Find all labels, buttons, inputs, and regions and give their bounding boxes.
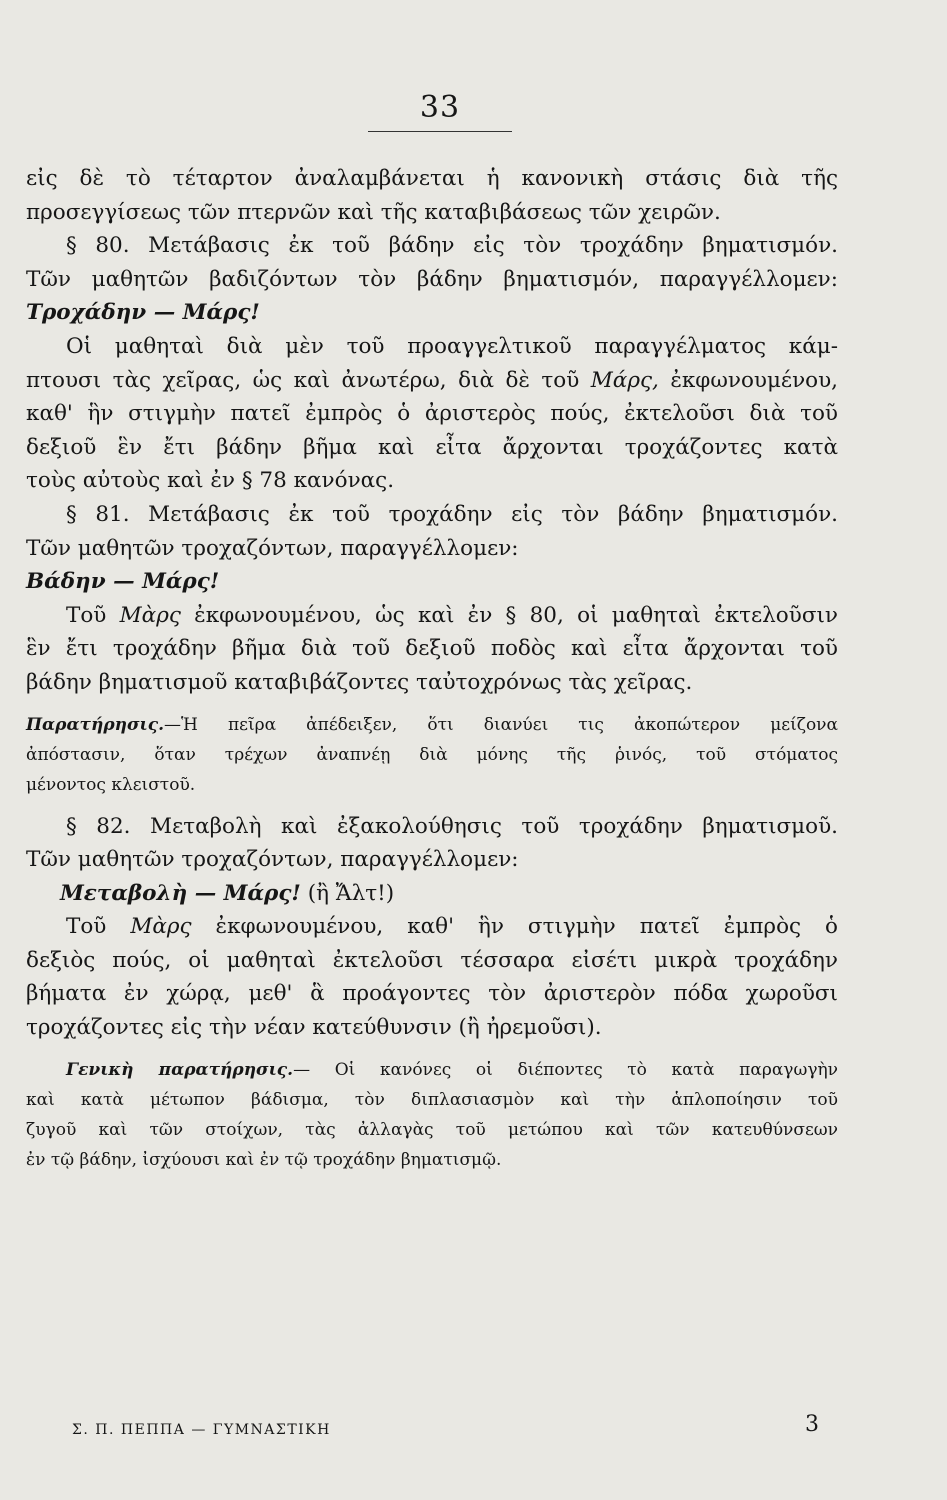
text-line: Τῶν μαθητῶν τροχαζόντων, παραγγέλλομεν: bbox=[26, 847, 519, 873]
command-line: Βάδην — Μάρς! bbox=[26, 569, 220, 595]
section-81-heading: § 81. Μετάβασις ἐκ τοῦ τροχάδην εἰς τὸν βάδην βηματισμόν. bbox=[66, 501, 838, 527]
note-line: ἐν τῷ βάδην, ἰσχύουσι καὶ ἐν τῷ τροχάδην βηματισμῷ. bbox=[26, 1149, 502, 1170]
header-rule bbox=[368, 131, 512, 132]
text-line: βήματα ἐν χώρᾳ, μεθ' ἃ προάγοντες τὸν ἀριστερὸν πόδα χωροῦσι bbox=[26, 981, 838, 1007]
text-line: δεξιοῦ ἓν ἔτι βάδην βῆμα καὶ εἶτα ἄρχονται τροχάζοντες κατὰ bbox=[26, 434, 838, 460]
text-line: τοὺς αὐτοὺς καὶ ἐν § 78 κανόνας. bbox=[26, 468, 395, 494]
note-line: ἀπόστασιν, ὅταν τρέχων ἀναπνέῃ διὰ μόνης τῆς ῥινός, τοῦ στόματος bbox=[26, 744, 838, 765]
command-line: Μεταβολὴ — Μάρς! (ἢ Ἄλτ!) bbox=[60, 880, 395, 906]
text-line: τροχάζοντες εἰς τὴν νέαν κατεύθυνσιν (ἢ ἠρεμοῦσι). bbox=[26, 1015, 602, 1041]
text-line: Τῶν μαθητῶν τροχαζόντων, παραγγέλλομεν: bbox=[26, 535, 519, 561]
command-line: Τροχάδην — Μάρς! bbox=[26, 300, 260, 326]
text-line: ἓν ἔτι τροχάδην βῆμα διὰ τοῦ δεξιοῦ ποδὸς καὶ εἶτα ἄρχονται τοῦ bbox=[26, 636, 838, 662]
text-line: προσεγγίσεως τῶν πτερνῶν καὶ τῆς καταβιβάσεως τῶν χειρῶν. bbox=[26, 199, 721, 225]
footer-signature-number: 3 bbox=[805, 1412, 819, 1437]
note-line: Γενικὴ παρατήρησις.— Οἱ κανόνες οἱ διέποντες τὸ κατὰ παραγωγὴν bbox=[66, 1059, 839, 1080]
note-line: καὶ κατὰ μέτωπον βάδισμα, τὸν διπλασιασμὸν καὶ τὴν ἁπλοποίησιν τοῦ bbox=[26, 1089, 838, 1110]
text-line: βάδην βηματισμοῦ καταβιβάζοντες ταὐτοχρόνως τὰς χεῖρας. bbox=[26, 669, 693, 695]
page-body bbox=[26, 162, 838, 1175]
text-line: Τοῦ Μὰρς ἐκφωνουμένου, καθ' ἣν στιγμὴν πατεῖ ἐμπρὸς ὁ bbox=[66, 914, 838, 940]
section-80-heading: § 80. Μετάβασις ἐκ τοῦ βάδην εἰς τὸν τροχάδην βηματισμόν. bbox=[66, 233, 838, 259]
text-line: εἰς δὲ τὸ τέταρτον ἀναλαμβάνεται ἡ κανονικὴ στάσις διὰ τῆς bbox=[26, 166, 838, 191]
page-number: 33 bbox=[419, 90, 461, 125]
note-line: Παρατήρησις.—Ἡ πεῖρα ἀπέδειξεν, ὅτι διανύει τις ἀκοπώτερον μείζονα bbox=[26, 714, 838, 735]
text-line: Τῶν μαθητῶν βαδιζόντων τὸν βάδην βηματισμόν, παραγγέλλομεν: bbox=[26, 266, 838, 292]
text-line: Τοῦ Μὰρς ἐκφωνουμένου, ὡς καὶ ἐν § 80, οἱ μαθηταὶ ἐκτελοῦσιν bbox=[66, 602, 839, 628]
note-line: ζυγοῦ καὶ τῶν στοίχων, τὰς ἀλλαγὰς τοῦ μετώπου καὶ τῶν κατευθύνσεων bbox=[26, 1119, 838, 1140]
note-block bbox=[26, 710, 838, 800]
text-line: δεξιὸς πούς, οἱ μαθηταὶ ἐκτελοῦσι τέσσαρα εἰσέτι μικρὰ τροχάδην bbox=[26, 947, 838, 973]
text-line: πτουσι τὰς χεῖρας, ὡς καὶ ἀνωτέρω, διὰ δὲ τοῦ Μάρς, ἐκφωνουμένου, bbox=[26, 367, 838, 393]
note-line: μένοντος κλειστοῦ. bbox=[26, 774, 196, 795]
text-line: καθ' ἣν στιγμὴν πατεῖ ἐμπρὸς ὁ ἀριστερὸς πούς, ἐκτελοῦσι διὰ τοῦ bbox=[26, 401, 838, 427]
text-line: Οἱ μαθηταὶ διὰ μὲν τοῦ προαγγελτικοῦ παραγγέλματος κάμ- bbox=[66, 333, 838, 359]
section-82-heading: § 82. Μεταβολὴ καὶ ἐξακολούθησις τοῦ τροχάδην βηματισμοῦ. bbox=[66, 813, 838, 839]
note-block bbox=[26, 1055, 838, 1175]
footer-signature: Σ. Π. ΠΕΠΠΑ — ΓΥΜΝΑΣΤΙΚΗ bbox=[72, 1422, 331, 1438]
